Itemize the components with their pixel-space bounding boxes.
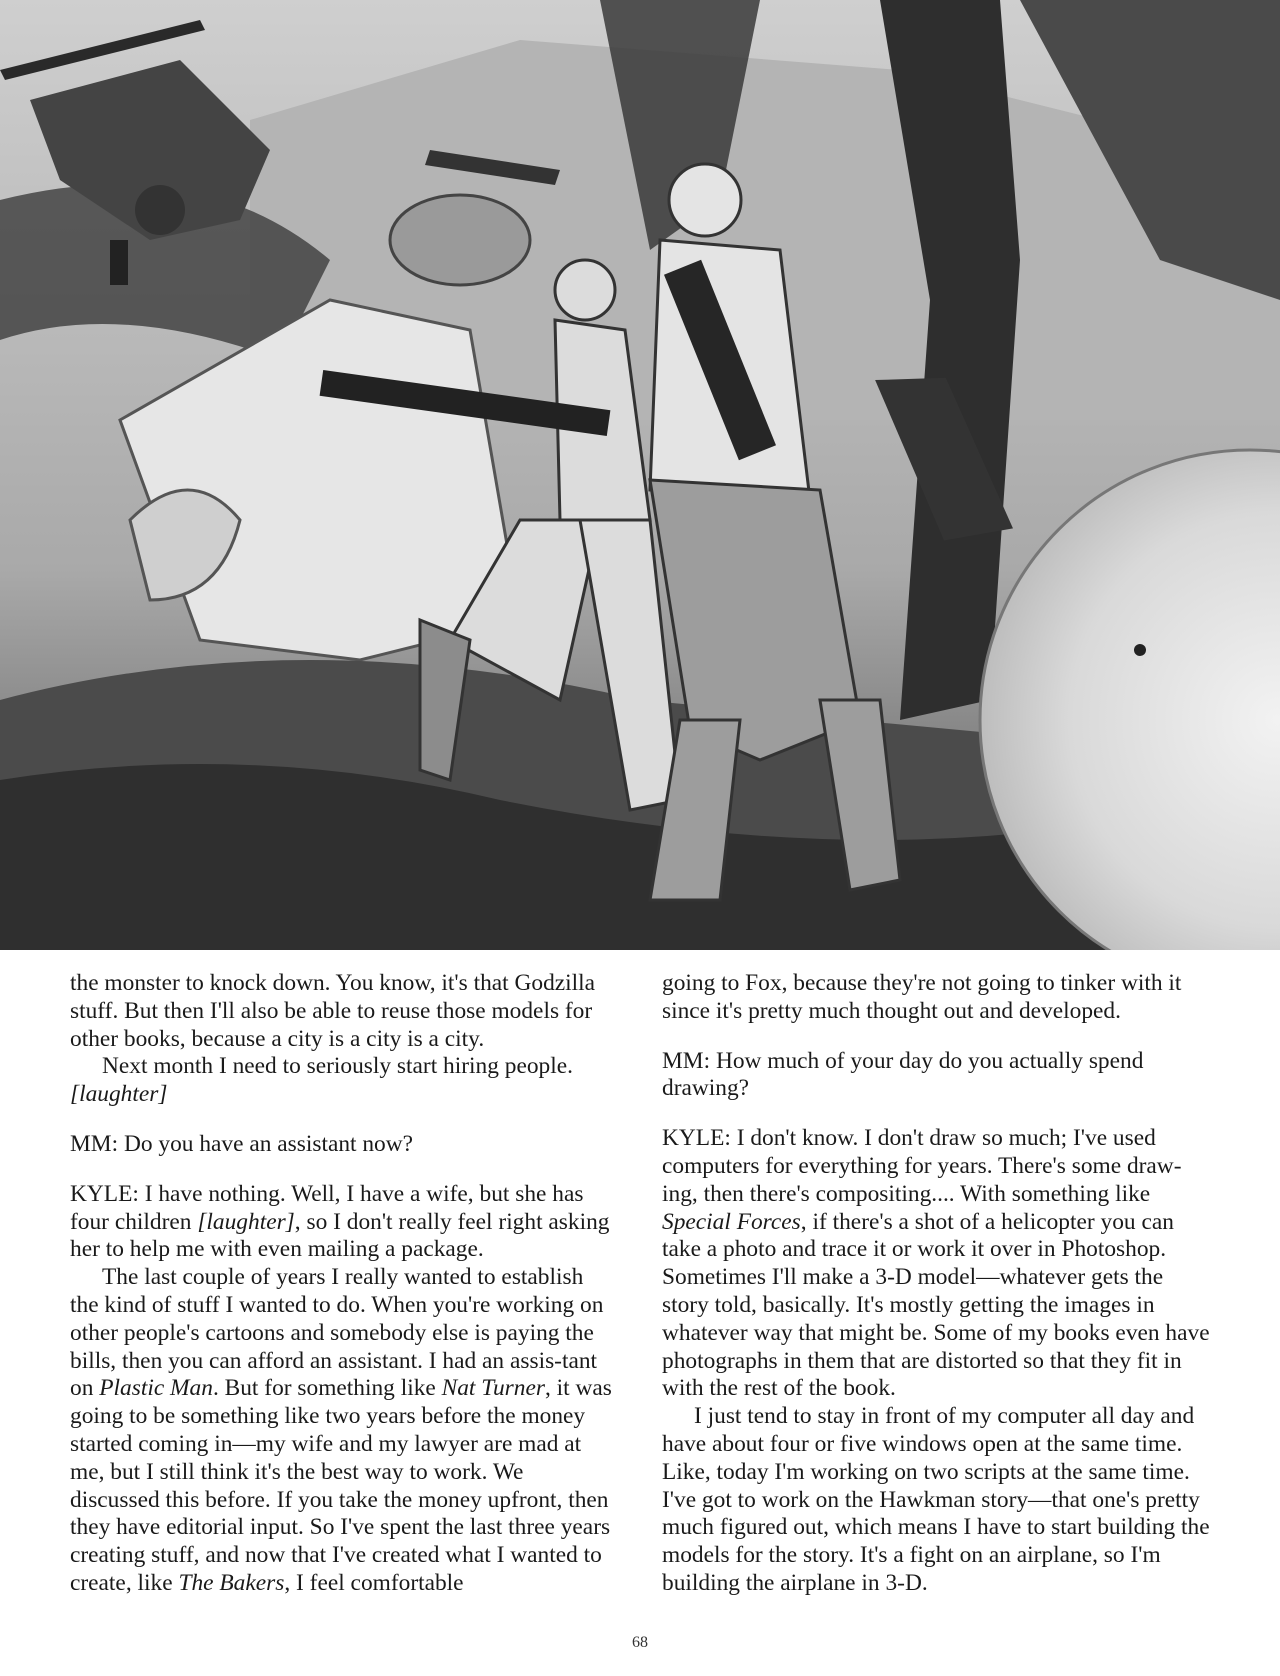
- paragraph-text: I have nothing. Well, I have a wife, but she has four children: [70, 1180, 584, 1235]
- paragraph-text: , it was going to be something like two years before the money started coming in—my wife and my lawyer are mad at me, but I still think it's the best way to work. We discussed this before. If you take the money upfront, then they have editorial input. So I've spent the last three years creating stuff, and now that I've created what I wanted to create, like: [70, 1375, 612, 1596]
- stage-direction: [laughter]: [70, 1081, 168, 1108]
- paragraph-text: , so I don't really feel right asking her to help me with even mailing a package.: [70, 1208, 610, 1263]
- paragraph-text: Next month I need to seriously start hiring people.: [102, 1053, 573, 1080]
- paragraph-text: the monster to knock down. You know, it's that Godzilla stuff. But then I'll also be able to reuse those models for other books, because a city is a city is a city.: [70, 970, 596, 1052]
- speaker-label: KYLE:: [662, 1125, 731, 1152]
- book-title: The Bakers: [178, 1569, 285, 1596]
- paragraph-text: , if there's a shot of a helicopter you can take a photo and trace it or work it over in Photoshop. Sometimes I'll make a 3-D model—whatever gets the story told, basically. It's mostly getting the images in whatever way that might be. Some of my books even have photographs in them that are distorted so that they fit in with the rest of the book.: [662, 1208, 1210, 1402]
- paragraph: [662, 970, 1212, 1026]
- interview-answer: [662, 1125, 1212, 1403]
- speaker-label: MM:: [70, 1130, 119, 1157]
- paragraph: [70, 1264, 615, 1598]
- paragraph: [70, 1053, 615, 1109]
- interview-answer: [70, 1181, 615, 1264]
- speaker-label: MM:: [662, 1047, 711, 1074]
- page-number: 68: [632, 1634, 648, 1651]
- paragraph-text: . But for something like: [212, 1375, 442, 1402]
- paragraph-text: going to Fox, because they're not going to tinker with it since it's pretty much thought out and developed.: [662, 970, 1182, 1024]
- paragraph-text: I just tend to stay in front of my computer all day and have about four or five windows open at the same time. Like, today I'm working on two scripts at the same time. I've got to work on the Hawkman story—that one's pretty much figured out, which means I have to start building the models for the story. It's a fight on an airplane, so I'm building the airplane in 3-D.: [662, 1403, 1210, 1596]
- paragraph-text: How much of your day do you actually spend drawing?: [662, 1047, 1144, 1102]
- interview-question: [662, 1048, 1212, 1104]
- paragraph-text: The last couple of years I really wanted to establish the kind of stuff I wanted to do. When you're working on other people's cartoons and somebody else is paying the bills, then you can afford an assistant. I had an assis-tant on: [70, 1264, 604, 1402]
- paragraph-text: I don't know. I don't draw so much; I've used computers for everything for years. There's some draw-ing, then there's compositing.... With something like: [662, 1125, 1182, 1207]
- speaker-label: KYLE:: [70, 1180, 139, 1207]
- paragraph-text: Do you have an assistant now?: [118, 1130, 414, 1157]
- article-column-right: [662, 970, 1212, 1598]
- book-title: Plastic Man: [99, 1375, 213, 1402]
- article-column-left: [70, 970, 615, 1598]
- interview-question: [70, 1131, 615, 1159]
- book-title: Special Forces: [662, 1208, 801, 1235]
- stage-direction: [laughter]: [197, 1208, 295, 1235]
- paragraph-text: , I feel comfortable: [284, 1569, 464, 1596]
- paragraph: [70, 970, 615, 1053]
- book-title: Nat Turner: [441, 1375, 545, 1402]
- paragraph: [662, 1403, 1212, 1598]
